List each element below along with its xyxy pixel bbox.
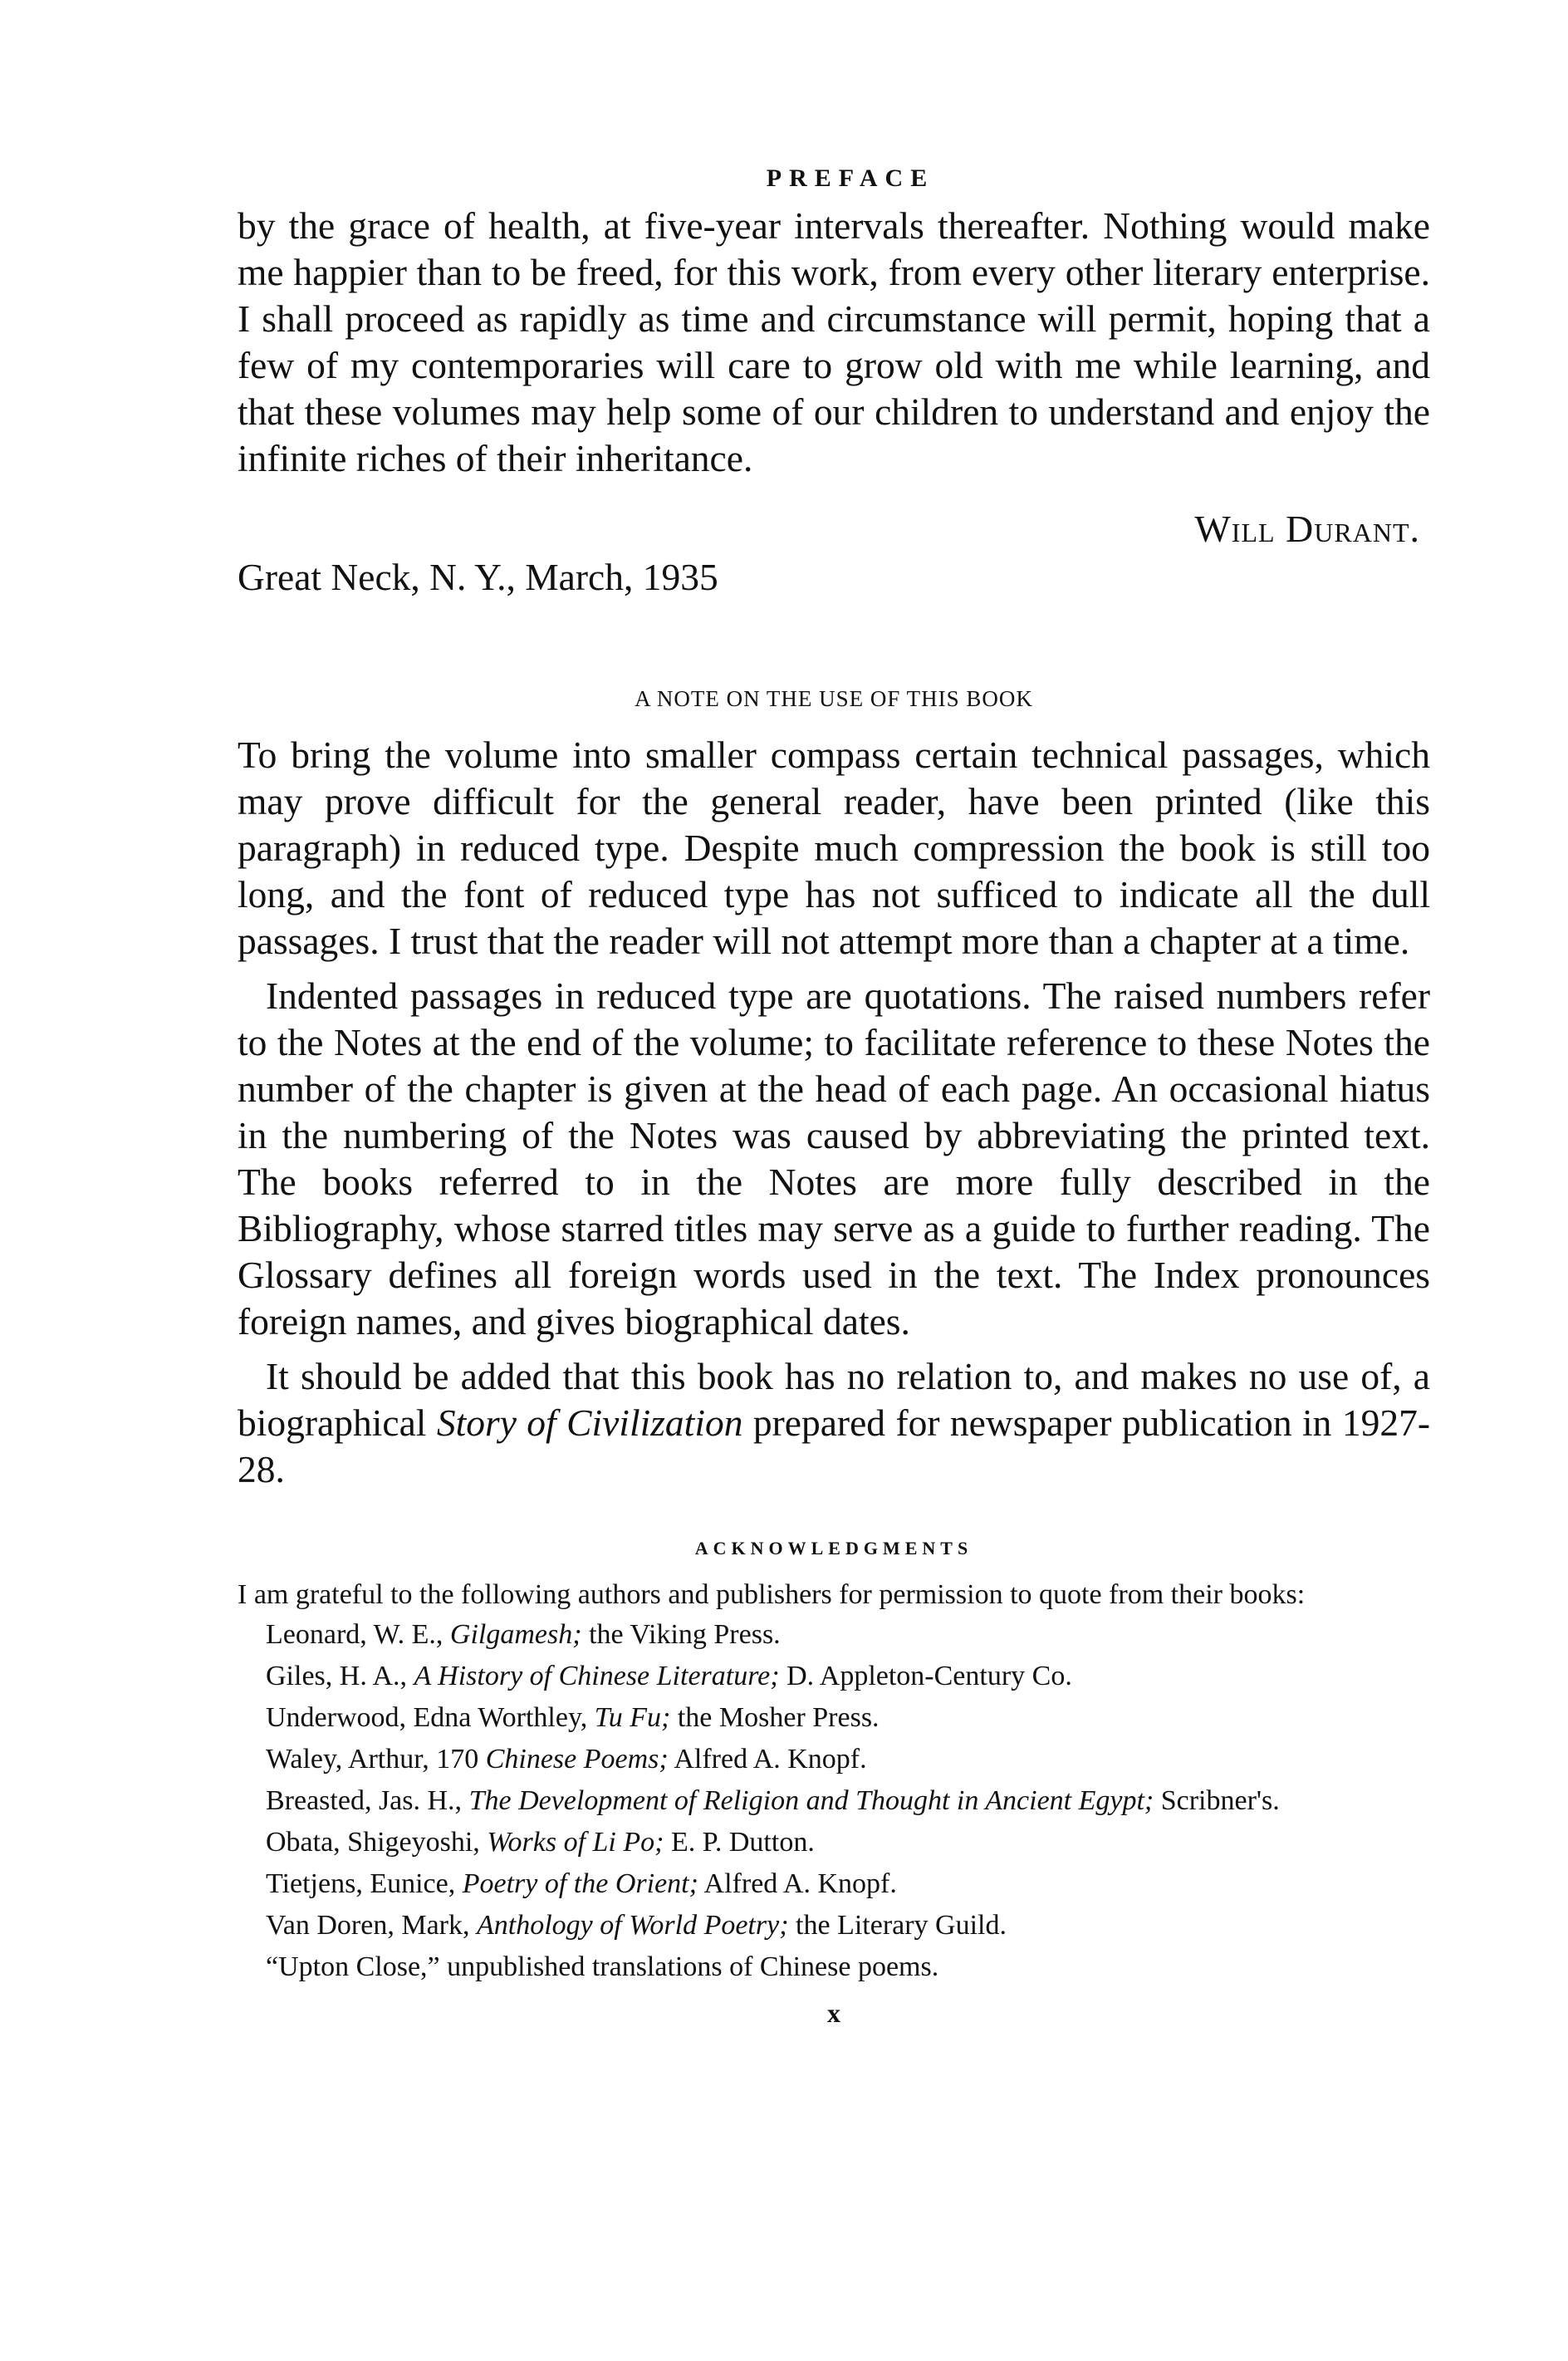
acknowledgment-item — [238, 1742, 1430, 1777]
preface-paragraph: by the grace of health, at five-year intervals thereafter. Nothing would make me happier than to be freed, for this work, from every other literary enterprise. I shall proceed as rapidly as time and circumstance will permit, hoping that a few of my contemporaries will care to grow old with me while learning, and that these volumes may help some of our children to understand and enjoy the infinite riches of their inheritance. — [238, 204, 1430, 479]
note-text: prepared for newspaper publication in 1927-28. — [238, 1401, 1430, 1490]
ack-author: Giles, H. A., — [266, 1661, 414, 1691]
ack-title: A History of Chinese Literature; — [414, 1661, 780, 1691]
acknowledgment-item — [238, 1908, 1430, 1943]
ack-author: Breasted, Jas. H., — [266, 1785, 469, 1816]
ack-title: Chinese Poems; — [485, 1744, 669, 1774]
ack-publisher: the Literary Guild. — [788, 1910, 1007, 1941]
page — [238, 164, 1430, 2029]
note-heading: A NOTE ON THE USE OF THIS BOOK — [635, 686, 1033, 711]
acknowledgment-item — [238, 1825, 1430, 1860]
acknowledgments-heading: ACKNOWLEDGMENTS — [694, 1538, 973, 1558]
acknowledgment-item — [238, 1867, 1430, 1902]
ack-author: Obata, Shigeyoshi, — [266, 1827, 488, 1858]
ack-author: Underwood, Edna Worthley, — [266, 1702, 595, 1733]
signature-block — [238, 498, 1430, 623]
ack-publisher: the Viking Press. — [581, 1619, 781, 1650]
note-paragraph: To bring the volume into smaller compass certain technical passages, which may prove difficult for the general reader, have been printed (like this paragraph) in reduced type. Despite much compression the book is still too long, and the font of reduced type has not sufficed to indicate all the dull passages. I trust that the reader will not attempt more than a chapter at a time. — [238, 734, 1430, 962]
running-head: PREFACE — [766, 164, 935, 192]
ack-author: Tietjens, Eunice, — [266, 1868, 463, 1899]
acknowledgment-item — [238, 1784, 1430, 1819]
ack-title: Anthology of World Poetry; — [477, 1910, 789, 1941]
acknowledgment-item — [238, 1659, 1430, 1694]
acknowledgment-item — [238, 1617, 1430, 1652]
ack-publisher: D. Appleton-Century Co. — [779, 1661, 1072, 1691]
ack-publisher: E. P. Dutton. — [664, 1827, 815, 1858]
ack-title: Tu Fu; — [594, 1702, 671, 1733]
acknowledgment-item — [238, 1701, 1430, 1735]
ack-title: The Development of Religion and Thought in Ancient Egypt; — [468, 1785, 1154, 1816]
acknowledgments-list — [238, 1617, 1430, 1985]
ack-author: “Upton Close,” unpublished translations of Chinese poems. — [266, 1951, 939, 1982]
note-paragraph: Indented passages in reduced type are quotations. The raised numbers refer to the Notes at the end of the volume; to facilitate reference to these Notes the number of the chapter is given at the head of each page. An occasional hiatus in the numbering of the Notes was caused by abbreviating the printed text. The books referred to in the Notes are more fully described in the Bibliography, whose starred titles may serve as a guide to further reading. The Glossary defines all foreign words used in the text. The Index pronounces foreign names, and gives biographical dates. — [238, 974, 1430, 1342]
ack-publisher: Scribner's. — [1154, 1785, 1280, 1816]
ack-author: Leonard, W. E., — [266, 1619, 450, 1650]
ack-author: Van Doren, Mark, — [266, 1910, 477, 1941]
book-title: Story of Civilization — [436, 1401, 743, 1444]
page-number: x — [827, 1998, 840, 2028]
acknowledgments-intro: I am grateful to the following authors and publishers for permission to quote from their books: — [238, 1579, 1306, 1610]
ack-title: Poetry of the Orient; — [462, 1868, 698, 1899]
ack-author: Waley, Arthur, 170 — [266, 1744, 486, 1774]
note-paragraph-last — [238, 1353, 1430, 1493]
author-signature: Will Durant. — [1194, 508, 1420, 550]
ack-publisher: Alfred A. Knopf. — [668, 1744, 867, 1774]
ack-title: Gilgamesh; — [449, 1619, 582, 1650]
ack-title: Works of Li Po; — [487, 1827, 664, 1858]
note-text: It should be added that this book has no relation to, and makes no use of, a biographical — [238, 1355, 1430, 1444]
ack-publisher: the Mosher Press. — [670, 1702, 880, 1733]
ack-publisher: Alfred A. Knopf. — [698, 1868, 897, 1899]
place-date: Great Neck, N. Y., March, 1935 — [238, 556, 718, 598]
acknowledgment-item — [238, 1950, 1430, 1985]
